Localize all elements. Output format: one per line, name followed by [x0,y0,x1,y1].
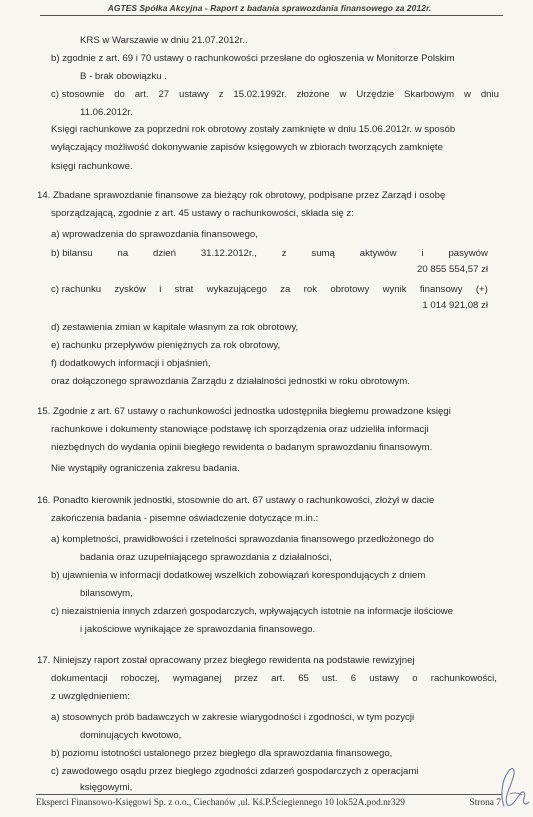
text-line: d) zestawienia zmian w kapitale własnym za rok obrotowy, [51,322,299,333]
justified-line: dokumentacji roboczej, wymaganej przez art. 65 ust. 6 ustawy o rachunkowości, [51,673,497,684]
text-line: wyłączający możliwość dokonywanie zapisów księgowych w zbiorach tworzących zamknięte [51,142,443,153]
text-line: księgi rachunkowe. [51,161,133,172]
footer-rule [36,794,502,795]
text-line: Nie wystąpiły ograniczenia zakresu badania. [51,463,240,474]
text-line: zakończenia badania - pisemne oświadczenie dotyczące m.in.: [51,513,319,524]
text-line: KRS w Warszawie w dniu 21.07.2012r.. [80,35,248,46]
text-line: badania oraz uzupełniającego sprawozdania z działalności, [80,552,332,563]
signature-icon [498,754,532,814]
text-line: bilansowym, [80,588,133,599]
text-line: b) ujawnienia w informacji dodatkowej wszelkich zobowiązań korespondujących z dniem [51,570,426,581]
text-line: b) poziomu istotności ustalonego przez biegłego dla sprawozdania finansowego, [51,748,393,759]
text-line: 15. Zgodnie z art. 67 ustawy o rachunkowości jednostka udostępniła biegłemu prowadzone księgi [37,406,451,417]
text-line: 11.06.2012r. [80,107,133,118]
text-line: 14. Zbadane sprawozdanie finansowe za bieżący rok obrotowy, podpisane przez Zarząd i osobę [37,190,446,201]
text-line: B - brak obowiązku . [80,71,167,82]
text-line: Księgi rachunkowe za poprzedni rok obrotowy zostały zamknięte w dniu 15.06.2012r. w sposób [51,124,456,135]
text-line: b) zgodnie z art. 69 i 70 ustawy o rachunkowości przesłane do ogłoszenia w Monitorze Polskim [51,53,455,64]
text-line: księgowymi, [80,782,133,793]
text-line: 17. Niniejszy raport został opracowany przez biegłego rewidenta na podstawie rewizyjnej [37,655,415,666]
justified-line: c) rachunku zysków i strat wykazującego za rok obrotowy wynik finansowy (+) [51,284,488,295]
amount-financial-result: 1 014 921,08 zł [422,300,488,311]
text-line: oraz dołączonego sprawozdania Zarządu z działalności jednostki w roku obrotowym. [51,376,410,387]
justified-line: b) bilansu na dzień 31.12.2012r., z sumą aktywów i pasywów [51,248,488,259]
page-header: AGTES Spółka Akcyjna - Raport z badania sprawozdania finansowego za 2012r. [107,3,432,13]
text-line: niezbędnych do wydania opinii biegłego rewidenta o badanym sprawozdaniu finansowym. [51,442,433,453]
text-line: i jakościowe wynikające ze sprawozdania finansowego. [80,624,316,635]
text-line: rachunkowe i dokumenty stanowiące podstawę ich sporządzenia oraz udzieliła informacji [51,424,429,435]
text-line: f) dodatkowych informacji i objaśnień, [51,358,211,369]
text-line: a) kompletności, prawidłowości i rzetelności sprawozdania finansowego przedłożonego do [51,534,434,545]
text-line: a) wprowadzenia do sprawozdania finansowego, [51,229,258,240]
text-line: sporządzającą, zgodnie z art. 45 ustawy o rachunkowości, składa się z: [51,208,354,219]
footer-company: Eksperci Finansowo-Księgowi Sp. z o.o., Ciechanów ,ul. Kś.P.Ściegiennego 10 lok52A.pod.nr329 [36,798,405,808]
text-line: c) niezaistnienia innych zdarzeń gospodarczych, wpływających istotnie na informacje ilościowe [51,606,454,617]
text-line: 16. Ponadto kierownik jednostki, stosownie do art. 67 ustawy o rachunkowości, złożył w dacie [37,495,435,506]
text-line: a) stosownych prób badawczych w zakresie wiarygodności i zgodności, w tym pozycji [51,712,415,723]
text-line: c) zawodowego osądu przez biegłego zgodności zdarzeń gospodarczych z operacjami [51,766,419,777]
footer-page-number: Strona 7 [469,798,501,808]
text-line: z uwzględnieniem: [51,691,130,702]
amount-total-assets: 20 855 554,57 zł [417,264,488,275]
page-footer [36,798,501,810]
text-line: e) rachunku przepływów pieniężnych za rok obrotowy, [51,340,281,351]
justified-line: c) stosownie do art. 27 ustawy z 15.02.1992r. złożone w Urzędzie Skarbowym w dniu [51,89,499,100]
text-line: dominujących kwotowo, [80,730,182,741]
